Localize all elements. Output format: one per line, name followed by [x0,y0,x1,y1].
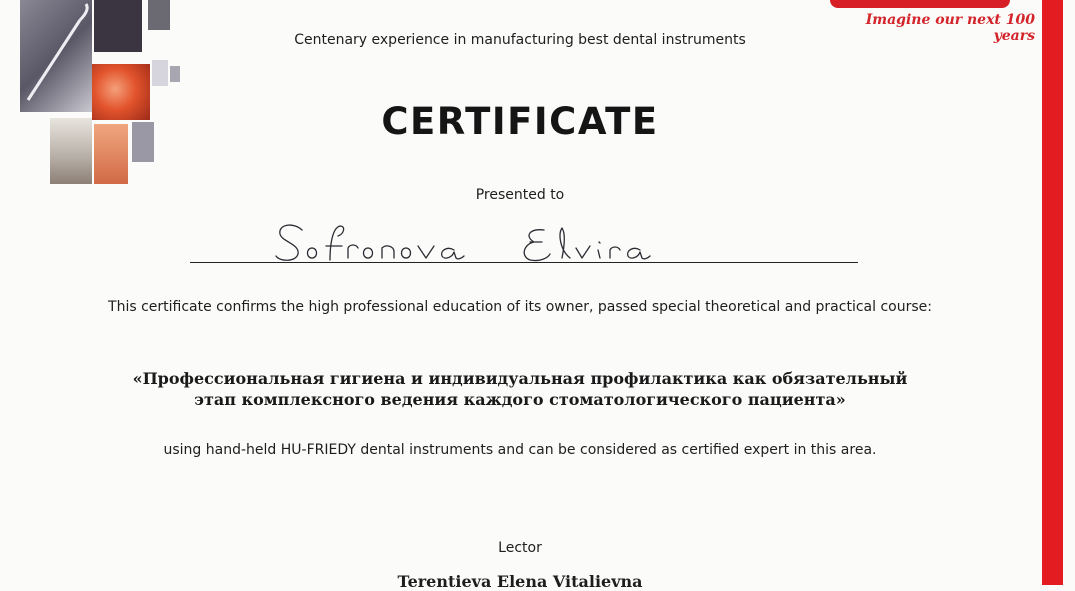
red-border-bar [1042,0,1063,585]
lector-name: Terentieva Elena Vitalievna [397,572,643,591]
instruments-text: using hand-held HU-FRIEDY dental instruments and can be considered as certified expert in this area. [163,442,877,458]
lector-label: Lector [498,540,542,556]
collage-tile-grey [148,0,170,30]
brand-logo-fragment [830,0,1010,8]
presented-to-label: Presented to [475,187,565,203]
collage-tile-dental-instrument [20,0,92,112]
course-title-line-1: «Профессиональная гигиена и индивидуальная профилактика как обязательный [132,369,908,388]
instrument-icon [20,0,92,112]
course-title-line-2: этап комплексного ведения каждого стоматологического пациента» [194,390,846,409]
confirmation-text: This certificate confirms the high professional education of its owner, passed special theoretical and practical course: [108,299,932,315]
certificate-title: CERTIFICATE [381,100,659,143]
photo-collage [0,0,190,190]
brand-tagline: Imagine our next 100 years [865,12,1035,44]
handwritten-recipient-name [190,206,858,268]
collage-tile-white [170,66,180,82]
collage-tile-light [152,60,168,86]
course-title [0,368,1040,410]
recipient-name-underline [190,262,858,263]
heading-line: Centenary experience in manufacturing best dental instruments [294,32,746,48]
